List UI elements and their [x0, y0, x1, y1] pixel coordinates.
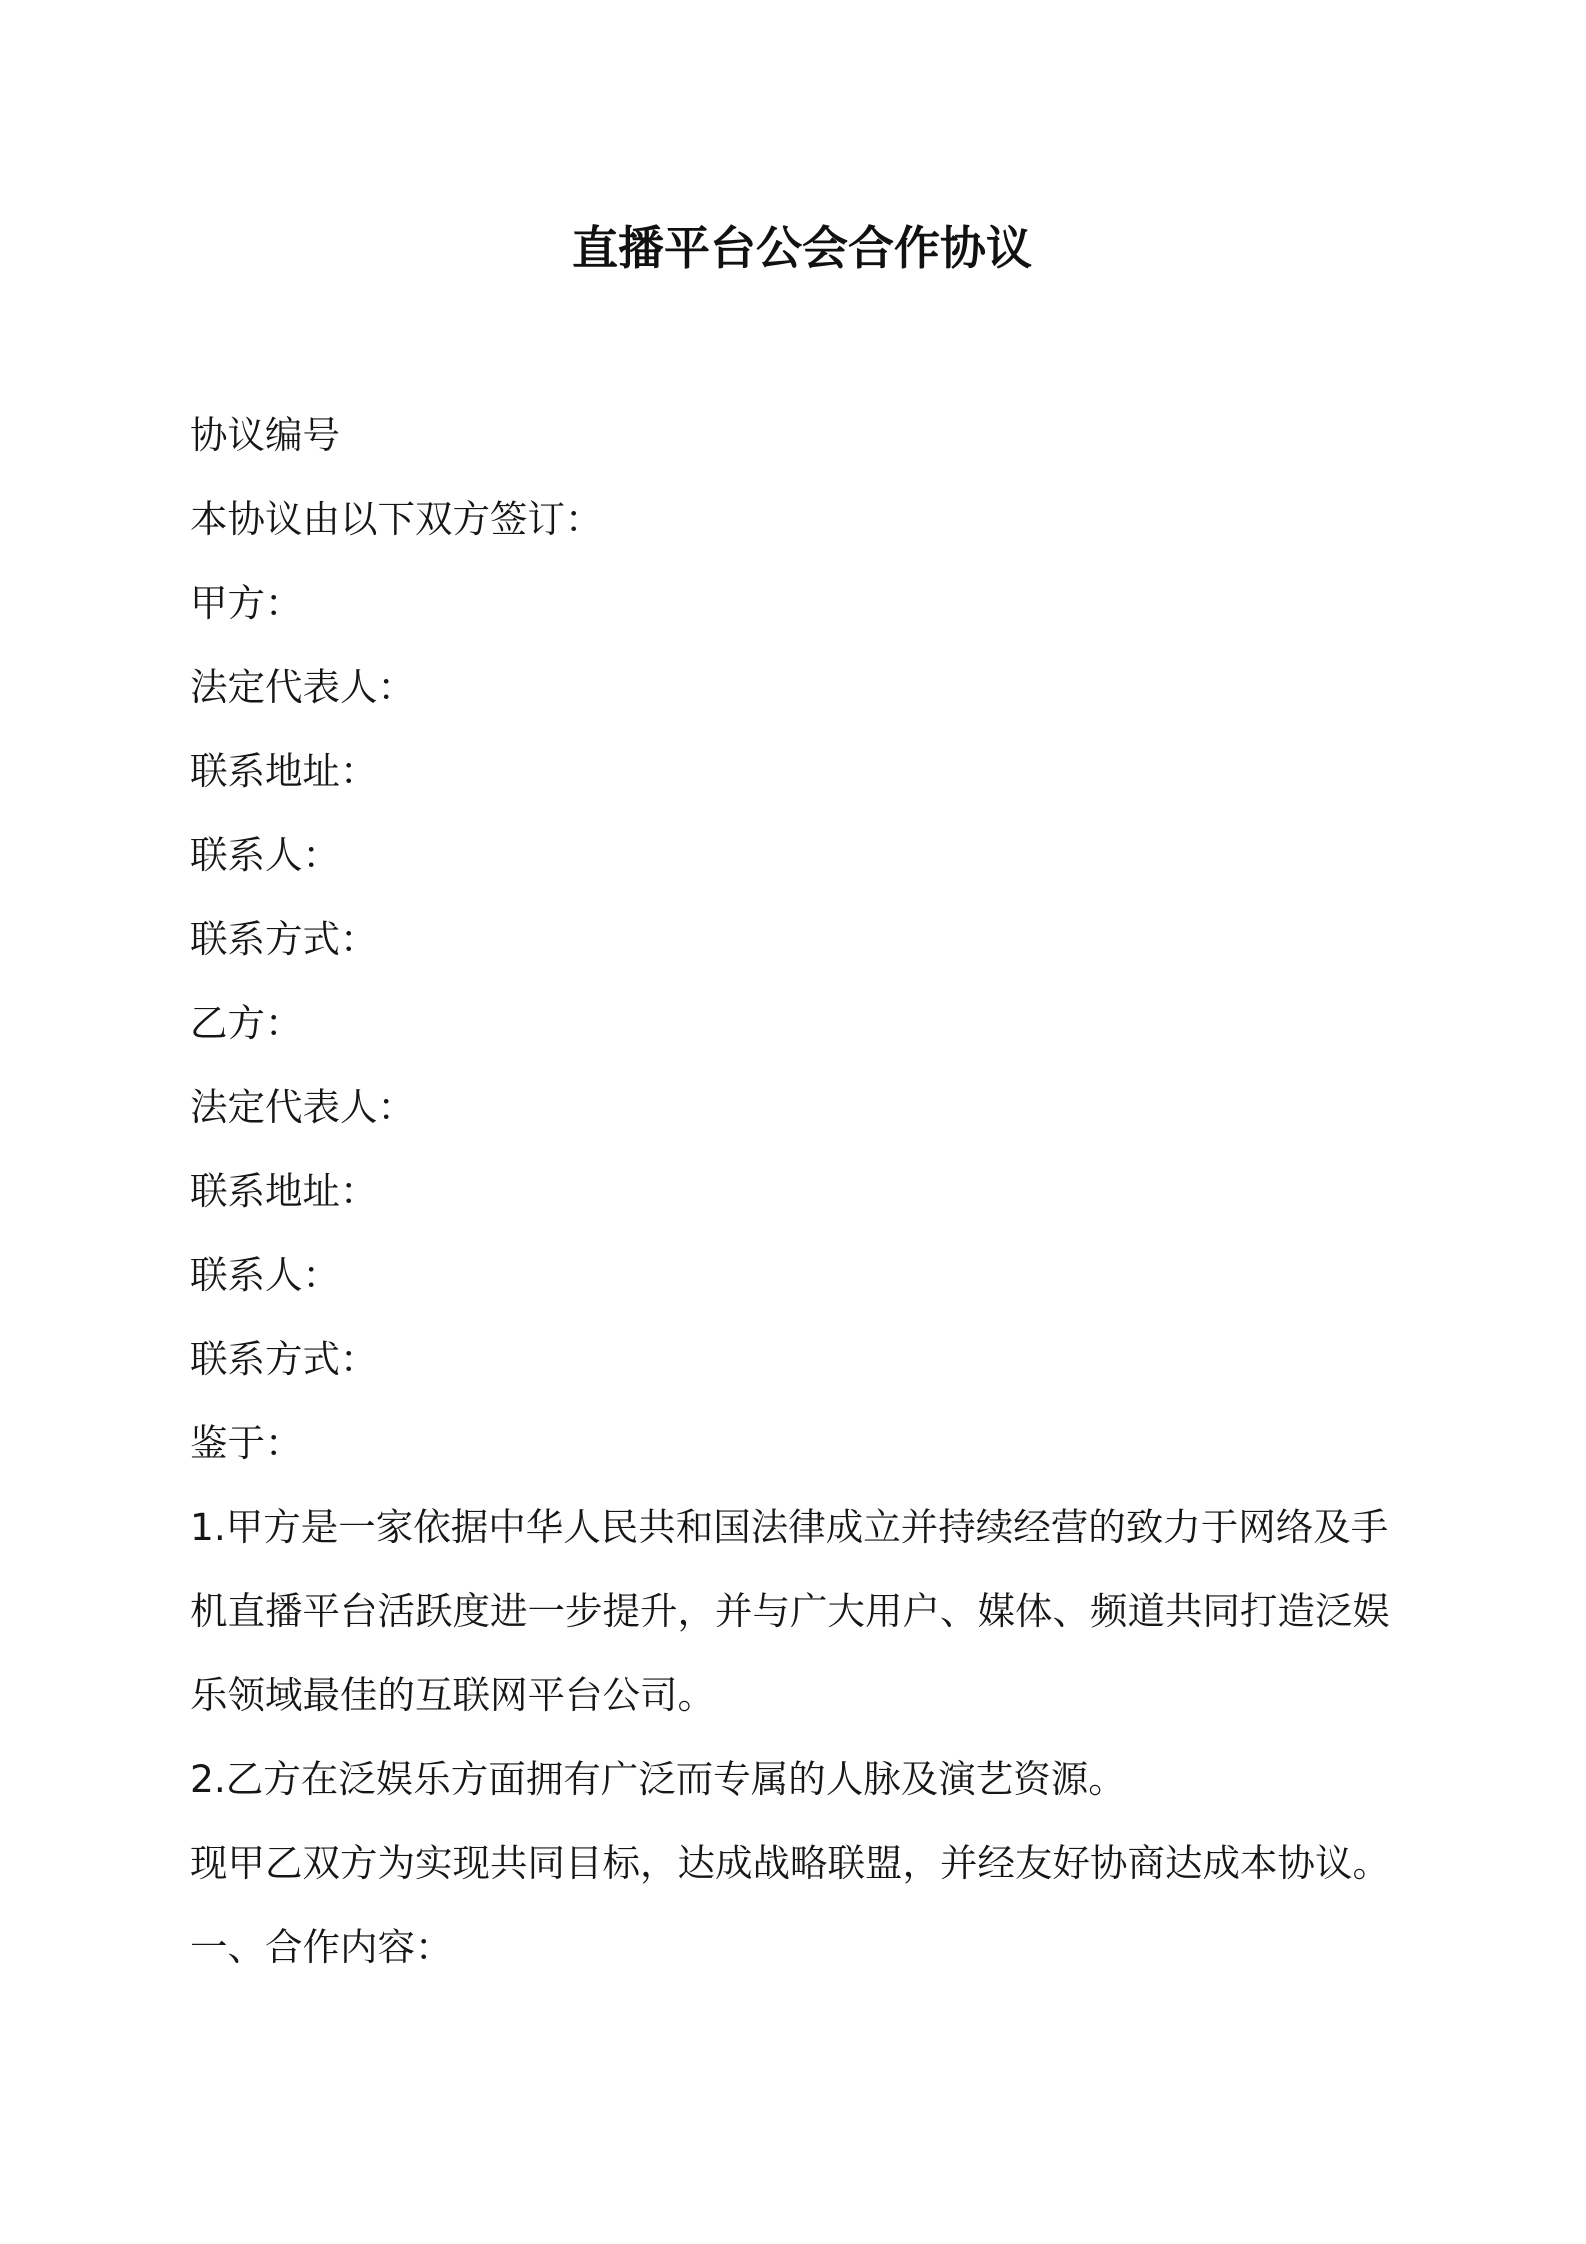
party-b-legal-rep-label: 法定代表人： — [190, 1085, 415, 1129]
party-a-legal-rep-label: 法定代表人： — [190, 665, 415, 709]
recital-2: 2.乙方在泛娱乐方面拥有广泛而专属的人脉及演艺资源。 — [190, 1757, 1126, 1801]
party-a-block — [190, 561, 1412, 981]
document-title: 直播平台公会合作协议 — [572, 221, 1032, 275]
agreement-statement: 现甲乙双方为实现共同目标，达成战略联盟，并经友好协商达成本协议。 — [190, 1841, 1390, 1885]
recital-1-line: 机直播平台活跃度进一步提升，并与广大用户、媒体、频道共同打造泛娱 — [190, 1589, 1390, 1633]
document-body — [190, 393, 1412, 1989]
section-1-heading: 一、合作内容： — [190, 1925, 453, 1969]
agreement-number-label: 协议编号 — [190, 413, 340, 457]
recital-1-line: 乐领域最佳的互联网平台公司。 — [190, 1673, 715, 1717]
party-a-contact-method-label: 联系方式： — [190, 917, 378, 961]
recital-1-line: 1.甲方是一家依据中华人民共和国法律成立并持续经营的致力于网络及手 — [190, 1505, 1389, 1549]
whereas-label: 鉴于： — [190, 1421, 303, 1465]
party-b-contact-person-label: 联系人： — [190, 1253, 340, 1297]
recital-1 — [190, 1485, 1412, 1737]
party-b-address-label: 联系地址： — [190, 1169, 378, 1213]
party-a-label: 甲方： — [190, 581, 303, 625]
intro-statement: 本协议由以下双方签订： — [190, 497, 603, 541]
party-a-address-label: 联系地址： — [190, 749, 378, 793]
party-a-contact-person-label: 联系人： — [190, 833, 340, 877]
party-b-label: 乙方： — [190, 1001, 303, 1045]
party-b-contact-method-label: 联系方式： — [190, 1337, 378, 1381]
party-b-block — [190, 981, 1412, 1401]
